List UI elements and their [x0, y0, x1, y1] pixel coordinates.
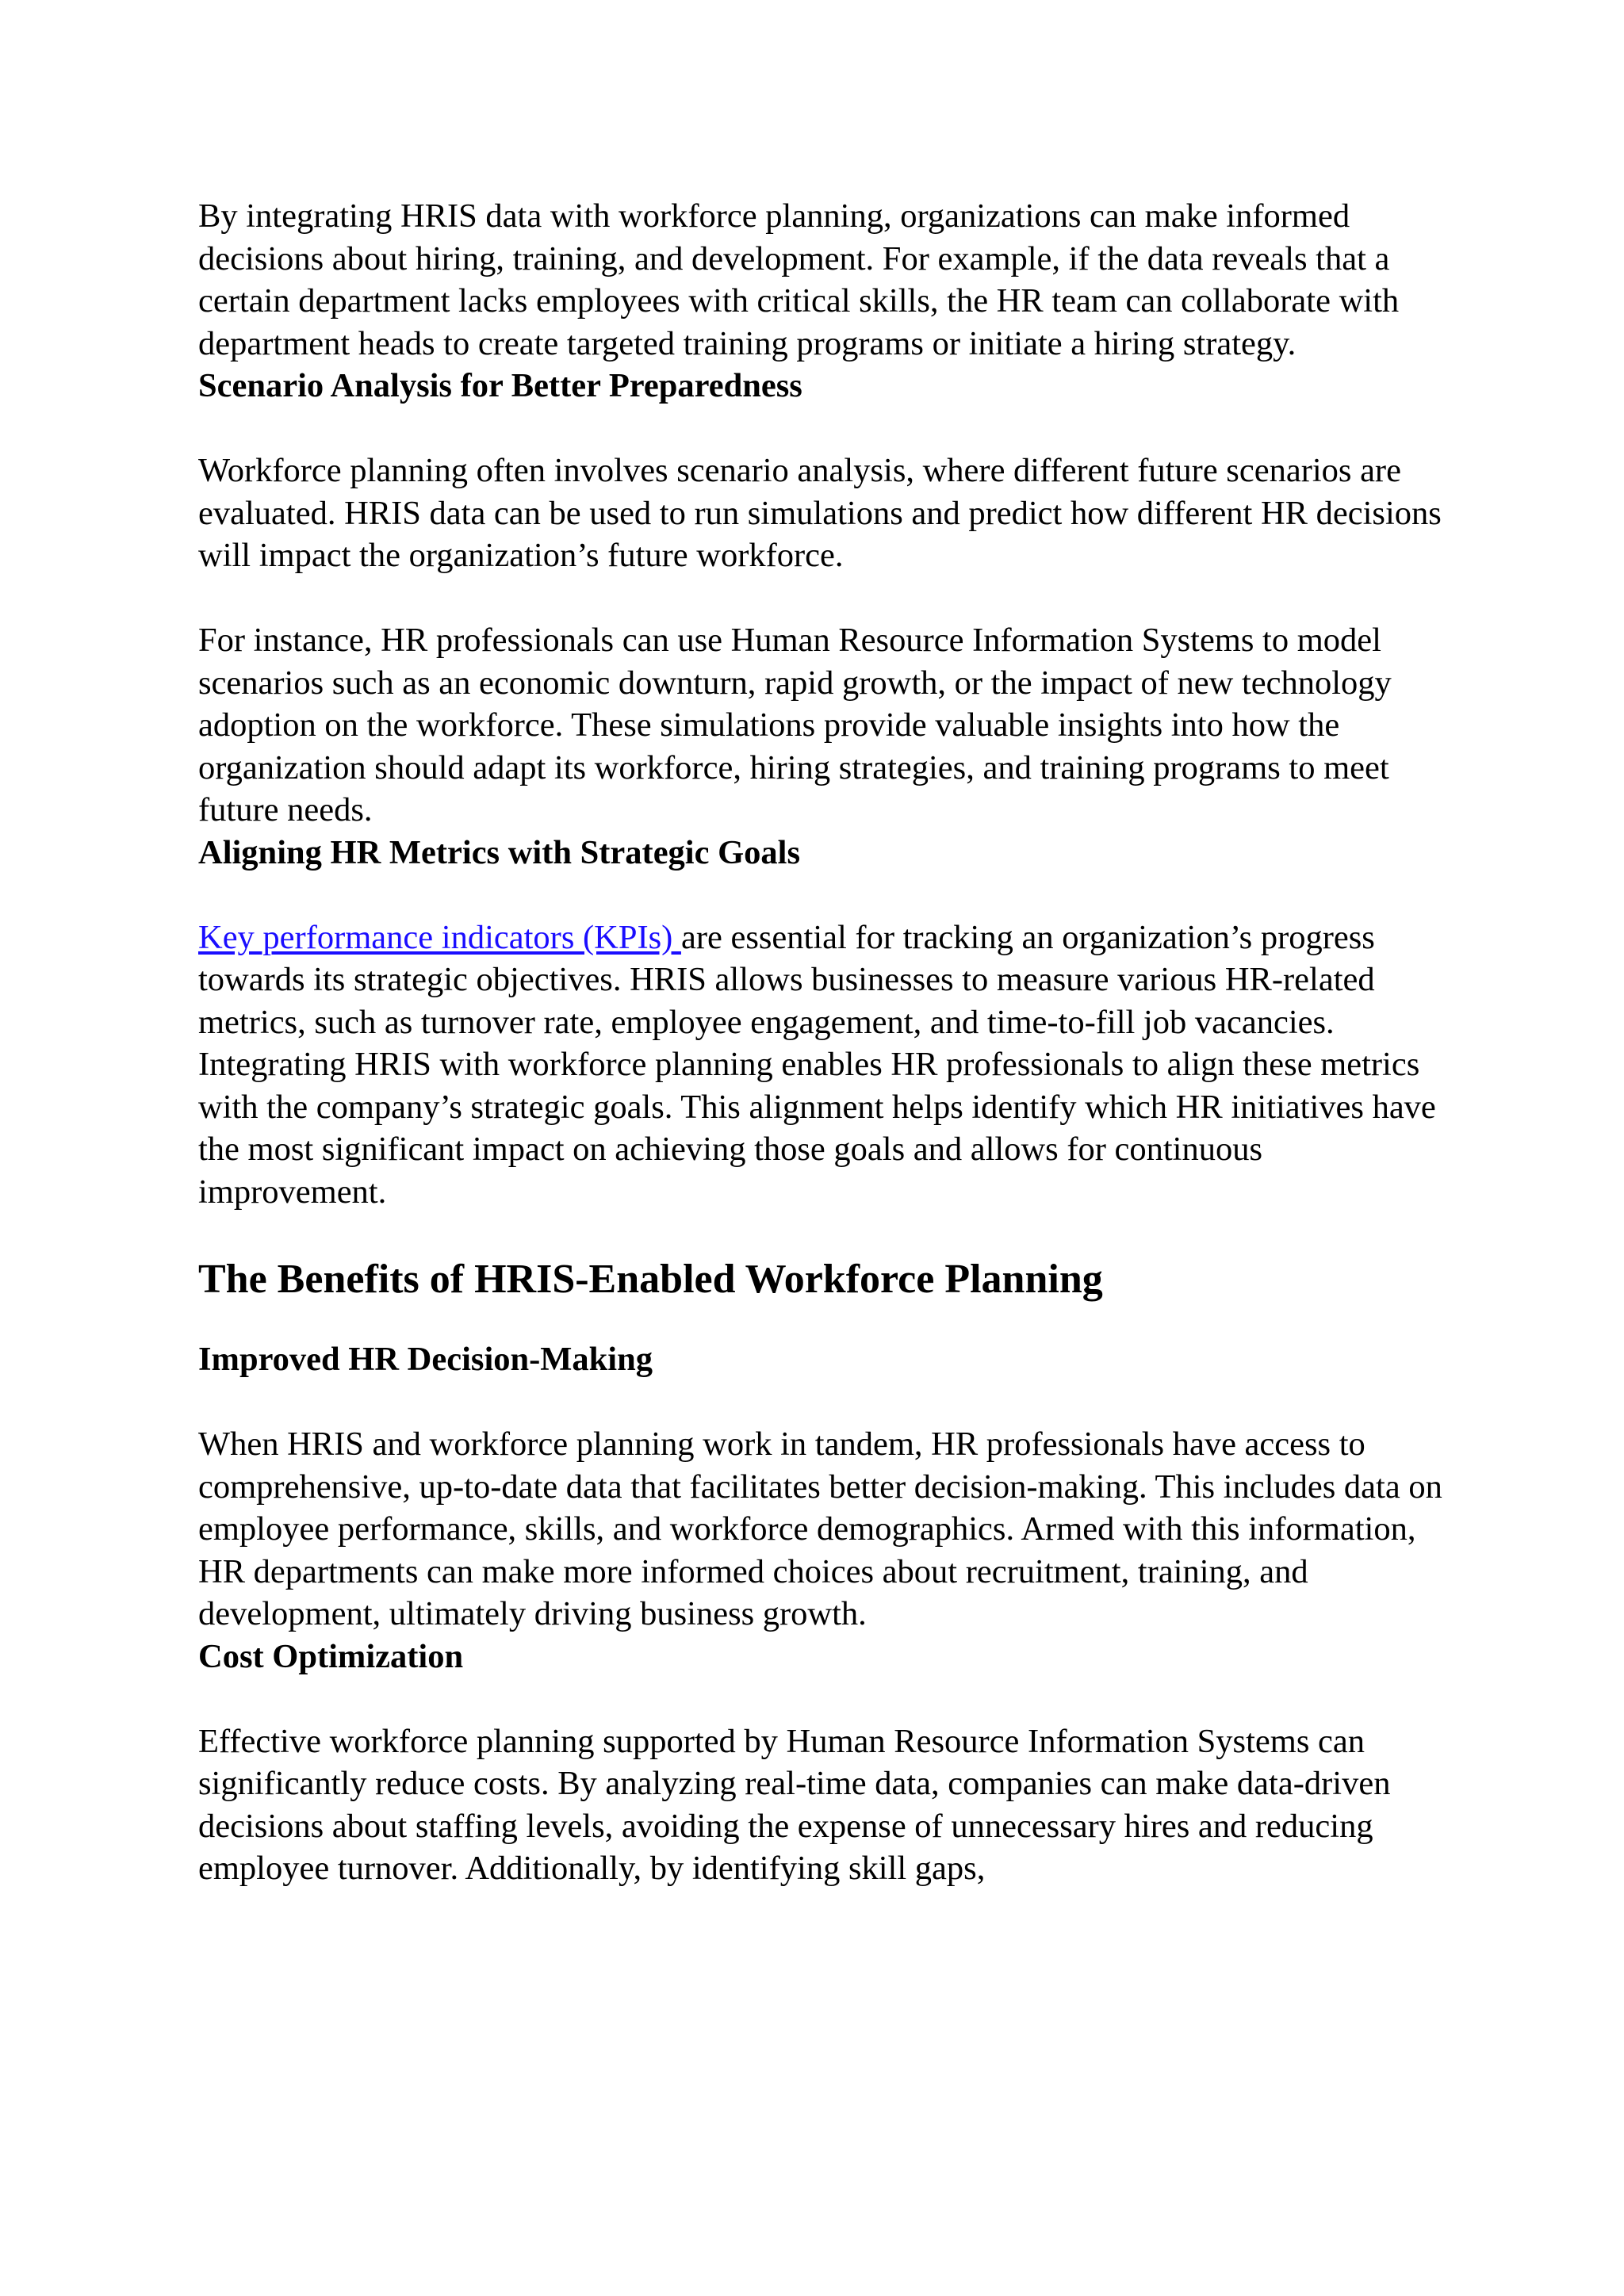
heading-scenario-analysis: Scenario Analysis for Better Preparedness: [198, 367, 802, 404]
heading-benefits: The Benefits of HRIS-Enabled Workforce Planning: [198, 1257, 1103, 1302]
paragraph-hris-integration: By integrating HRIS data with workforce planning, organizations can make informed decisions about hiring, training, and development. For example, if the data reveals that a certain department lacks employees with critical skills, the HR team can collaborate with department heads to create targeted training programs or initiate a hiring strategy.: [198, 197, 1400, 362]
paragraph-cost-optimization: Effective workforce planning supported by Human Resource Information Systems can significantly reduce costs. By analyzing real-time data, companies can make data-driven decisions about staffing levels, avoiding the expense of unnecessary hires and reducing employee turnover. Additionally, by identifying skill gaps,: [198, 1722, 1391, 1887]
paragraph-decision-making: When HRIS and workforce planning work in tandem, HR professionals have access to comprehensive, up-to-date data that facilitates better decision-making. This includes data on employee performance, skills, and workforce demographics. Armed with this information, HR departments can make more informed choices about recruitment, training, and development, ultimately driving business growth.: [198, 1425, 1442, 1632]
heading-aligning-metrics: Aligning HR Metrics with Strategic Goals: [198, 833, 801, 871]
paragraph-kpis: [198, 916, 1451, 1044]
paragraph-kpis-text: are essential for tracking an organization’s progress towards its strategic objectives. HRIS allows businesses to measure various HR-related metrics, such as turnover rate, employee engagement, and time-to-fill job vacancies.: [198, 918, 1375, 1041]
paragraph-scenario-examples: For instance, HR professionals can use Human Resource Information Systems to model scenarios such as an economic downturn, rapid growth, or the impact of new technology adoption on the workforce. These simulations provide valuable insights into how the organization should adapt its workforce, hiring strategies, and training programs to meet future needs.: [198, 622, 1392, 828]
heading-cost-optimization: Cost Optimization: [198, 1637, 464, 1675]
paragraph-scenario-analysis: Workforce planning often involves scenario analysis, where different future scenarios are evaluated. HRIS data can be used to run simulations and predict how different HR decisions will impact the organization’s future workforce.: [198, 452, 1442, 574]
kpi-link[interactable]: Key performance indicators (KPIs): [198, 918, 681, 956]
heading-improved-decision-making: Improved HR Decision-Making: [198, 1341, 653, 1378]
paragraph-metrics-alignment: Integrating HRIS with workforce planning enables HR professionals to align these metrics with the company’s strategic goals. This alignment helps identify which HR initiatives have the most significant impact on achieving those goals and allows for continuous improvement.: [198, 1046, 1436, 1211]
document-page: [198, 195, 1451, 1890]
